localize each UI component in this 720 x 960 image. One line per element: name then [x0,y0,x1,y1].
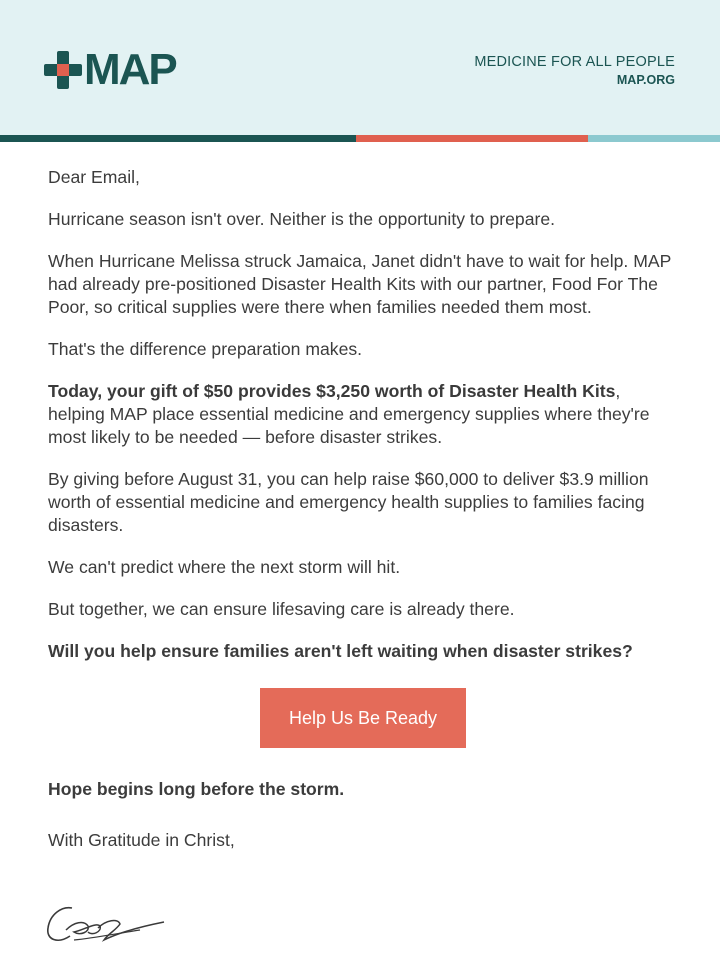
paragraph-5: By giving before August 31, you can help raise $60,000 to deliver $3.9 million worth of essential medicine and emergency health supplies to families facing disasters. [48,469,649,535]
stripe-teal [0,135,356,142]
header-tagline [474,54,675,90]
paragraph-6: We can't predict where the next storm will hit. [48,557,401,577]
stripe-light-blue [588,135,720,142]
paragraph-4-rest: , helping MAP place essential medicine and emergency supplies where they're most likely to be needed — before disaster strikes. [48,381,650,447]
email-header [0,0,720,135]
stripe-coral [356,135,588,142]
paragraph-7: But together, we can ensure lifesaving care is already there. [48,599,515,619]
paragraph-8: Will you help ensure families aren't left waiting when disaster strikes? [48,641,633,661]
signoff: With Gratitude in Christ, [48,830,235,850]
medical-cross-icon [44,51,82,89]
website-link[interactable]: MAP.ORG [616,73,675,87]
paragraph-1: Hurricane season isn't over. Neither is the opportunity to prepare. [48,209,556,229]
paragraph-3: That's the difference preparation makes. [48,339,363,359]
handwritten-signature-icon [44,900,168,952]
help-us-be-ready-button[interactable]: Help Us Be Ready [260,688,466,748]
tagline-text: MEDICINE FOR ALL PEOPLE [474,54,675,70]
paragraph-4-bold: Today, your gift of $50 provides $3,250 worth of Disaster Health Kits [48,381,616,401]
map-logo[interactable] [44,45,176,94]
email-body [48,166,678,871]
logo-text: MAP [84,45,176,94]
greeting: Dear Email, [48,167,140,187]
closing-line: Hope begins long before the storm. [48,779,345,799]
paragraph-4 [48,380,678,449]
cta-container [48,688,678,748]
paragraph-2: When Hurricane Melissa struck Jamaica, Janet didn't have to wait for help. MAP had already pre-positioned Disaster Health Kits with our partner, Food For The Poor, so critical supplies were there when families needed them most. [48,251,671,317]
